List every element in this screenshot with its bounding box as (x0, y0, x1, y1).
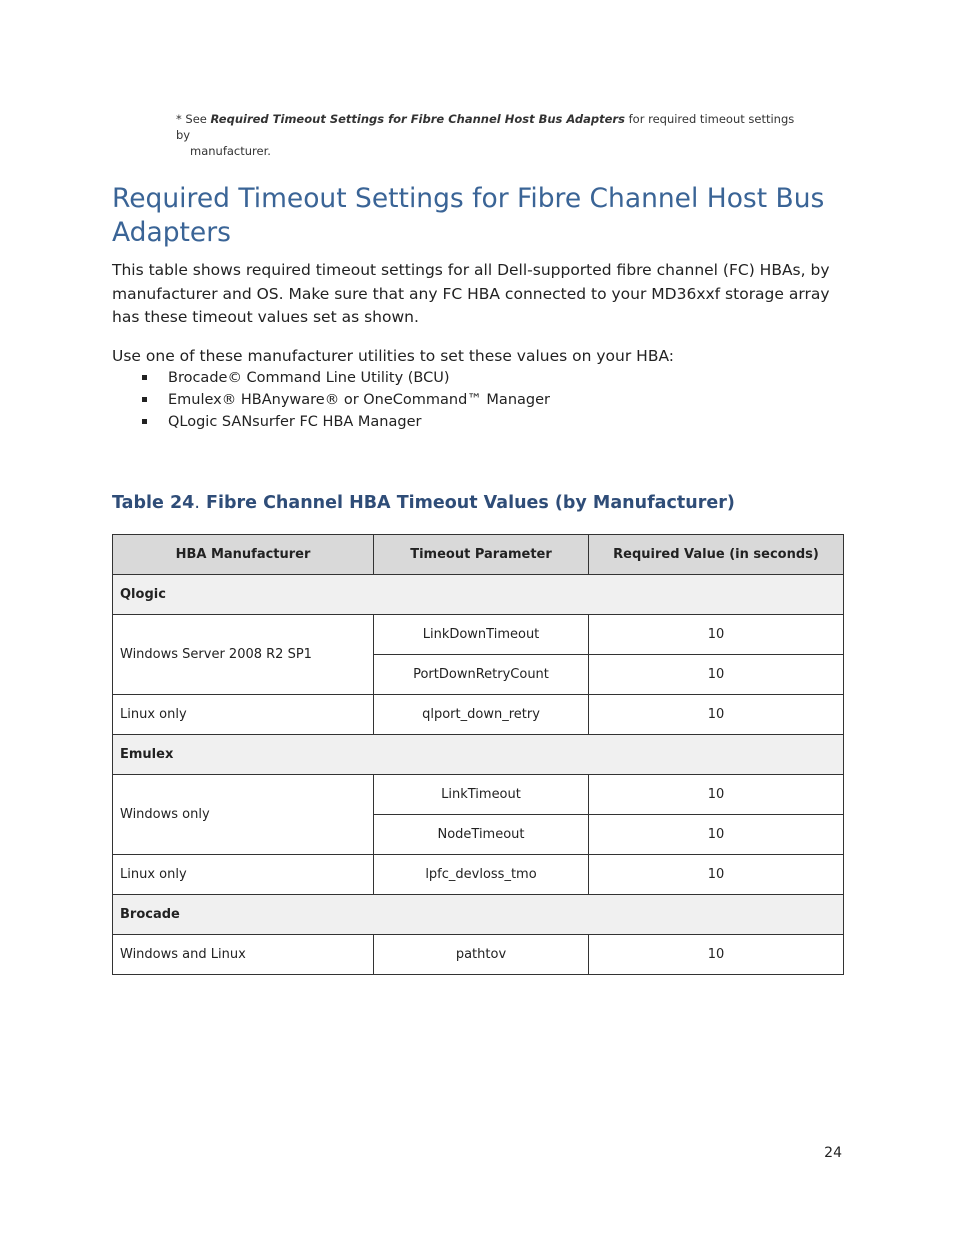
column-header-parameter: Timeout Parameter (374, 535, 589, 575)
square-bullet-icon (142, 375, 147, 380)
list-item-text: Emulex® HBAnyware® or OneCommand™ Manager (168, 392, 550, 408)
utilities-list (112, 367, 550, 433)
table-row (113, 615, 844, 655)
list-item (112, 389, 550, 411)
footnote-line2: manufacturer. (190, 144, 271, 158)
utilities-intro: Use one of these manufacturer utilities to set these values on your HBA: (112, 347, 675, 365)
intro-paragraph: This table shows required timeout settings for all Dell-supported fibre channel (FC) HBAs, by manufacturer and OS. Make sure that any FC HBA connected to your MD36xxf storage array has these timeout values set as shown. (112, 261, 830, 326)
parameter-cell: LinkDownTimeout (374, 615, 589, 655)
table-title: Fibre Channel HBA Timeout Values (by Manufacturer) (206, 493, 735, 513)
table-number: Table 24 (112, 493, 195, 513)
parameter-cell: LinkTimeout (374, 775, 589, 815)
footnote-suffix: for required timeout settings by (176, 112, 795, 142)
os-cell: Windows only (113, 775, 374, 855)
table-row (113, 775, 844, 815)
table-group-row (113, 735, 844, 775)
footnote-prefix: * See (176, 112, 211, 126)
column-header-manufacturer: HBA Manufacturer (113, 535, 374, 575)
square-bullet-icon (142, 397, 147, 402)
value-cell: 10 (589, 935, 844, 975)
os-cell: Linux only (113, 695, 374, 735)
group-qlogic: Qlogic (113, 575, 844, 615)
square-bullet-icon (142, 419, 147, 424)
value-cell: 10 (589, 695, 844, 735)
table-caption-separator: . (194, 493, 200, 513)
value-cell: 10 (589, 775, 844, 815)
table-row (113, 855, 844, 895)
parameter-cell: pathtov (374, 935, 589, 975)
list-item-text: QLogic SANsurfer FC HBA Manager (168, 414, 422, 430)
os-cell: Windows and Linux (113, 935, 374, 975)
os-cell: Linux only (113, 855, 374, 895)
parameter-cell: NodeTimeout (374, 815, 589, 855)
table-row (113, 695, 844, 735)
group-brocade: Brocade (113, 895, 844, 935)
parameter-cell: PortDownRetryCount (374, 655, 589, 695)
value-cell: 10 (589, 615, 844, 655)
table-group-row (113, 575, 844, 615)
value-cell: 10 (589, 655, 844, 695)
table-header-row (113, 535, 844, 575)
group-emulex: Emulex (113, 735, 844, 775)
list-item (112, 411, 550, 433)
list-item (112, 367, 550, 389)
column-header-value: Required Value (in seconds) (589, 535, 844, 575)
footnote (176, 111, 796, 159)
list-item-text: Brocade© Command Line Utility (BCU) (168, 370, 450, 386)
value-cell: 10 (589, 855, 844, 895)
table-caption (112, 491, 735, 515)
table-group-row (113, 895, 844, 935)
hba-timeout-table (112, 534, 844, 975)
value-cell: 10 (589, 815, 844, 855)
footnote-link[interactable]: Required Timeout Settings for Fibre Channel Host Bus Adapters (210, 112, 625, 126)
parameter-cell: qlport_down_retry (374, 695, 589, 735)
page-number: 24 (824, 1145, 842, 1161)
section-heading: Required Timeout Settings for Fibre Channel Host Bus Adapters (112, 183, 825, 248)
table-row (113, 935, 844, 975)
os-cell: Windows Server 2008 R2 SP1 (113, 615, 374, 695)
parameter-cell: lpfc_devloss_tmo (374, 855, 589, 895)
